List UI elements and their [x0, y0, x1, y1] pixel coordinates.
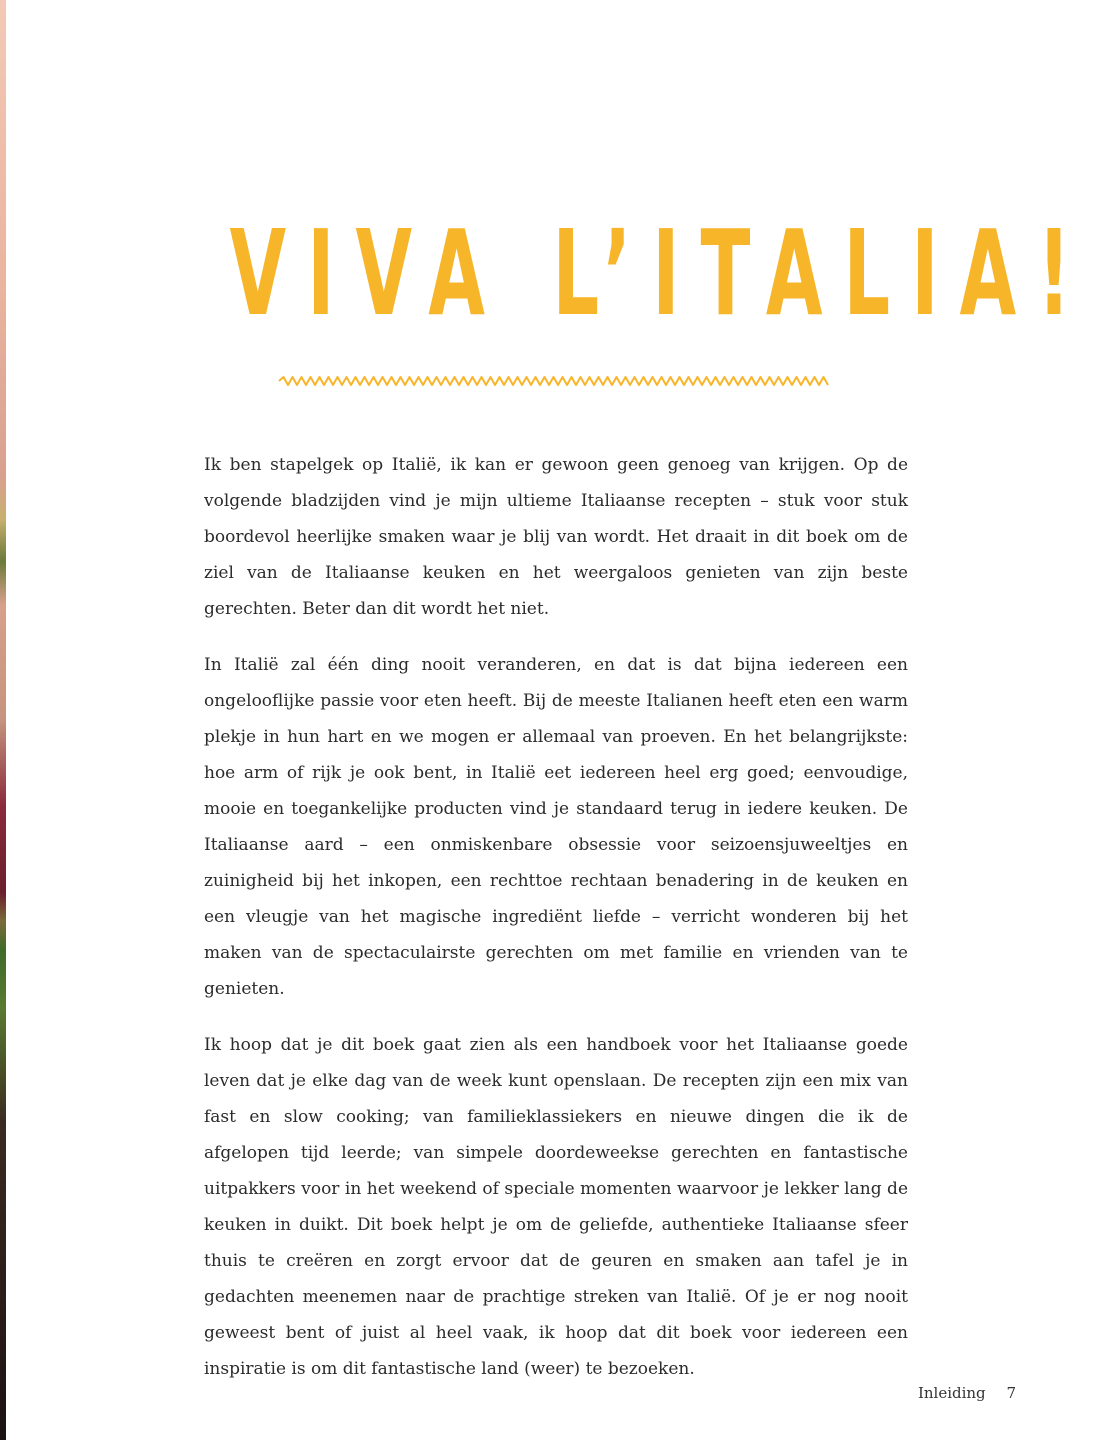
paragraph-1: Ik ben stapelgek op Italië, ik kan er gewoon geen genoeg van krijgen. Op de volgende bladzijden vind je mijn ultieme Italiaanse recepten – stuk voor stuk boordevol heerlijke smaken waar je blij van wordt. Het draait in dit boek om de ziel van de Italiaanse keuken en het weergaloos genieten van zijn beste gerechten. Beter dan dit wordt het niet. — [204, 455, 908, 619]
zigzag-divider — [278, 374, 831, 388]
paragraph-3: Ik hoop dat je dit boek gaat zien als een handboek voor het Italiaanse goede leven dat je elke dag van de week kunt openslaan. De recepten zijn een mix van fast en slow cooking; van familieklassiekers en nieuwe dingen die ik de afgelopen tijd leerde; van simpele doordeweekse gerechten en fantastische uitpakkers voor in het weekend of speciale momenten waarvoor je lekker lang de keuken in duikt. Dit boek helpt je om de geliefde, authentieke Italiaanse sfeer thuis te creëren en zorgt ervoor dat de geuren en smaken aan tafel je in gedachten meenemen naar de prachtige streken van Italië. Of je er nog nooit geweest bent of juist al heel vaak, ik hoop dat dit boek voor iedereen een inspiratie is om dit fantastische land (weer) te bezoeken. — [204, 1035, 908, 1379]
page-title: VIVA L’ITALIA! — [229, 204, 1092, 342]
paragraph-2: In Italië zal één ding nooit veranderen, en dat is dat bijna iedereen een ongelooflijke passie voor eten heeft. Bij de meeste Italianen heeft eten een warm plekje in hun hart en we mogen er allemaal van proeven. En het belangrijkste: hoe arm of rijk je ook bent, in Italië eet iedereen heel erg goed; eenvoudige, mooie en toegankelijke producten vind je standaard terug in iedere keuken. De Italiaanse aard – een onmiskenbare obsessie voor seizoensjuweeltjes en zuinigheid bij het inkopen, een rechttoe rechtaan benadering in de keuken en een vleugje van het magische ingrediënt liefde – verricht wonderen bij het maken van de spectaculairste gerechten om met familie en vrienden van te genieten. — [204, 655, 908, 999]
page-number: 7 — [1006, 1384, 1016, 1402]
body-text — [204, 447, 908, 1407]
footer-section-label: Inleiding — [917, 1384, 986, 1402]
page-edge-strip — [0, 0, 6, 1440]
page-footer — [918, 1384, 1016, 1402]
